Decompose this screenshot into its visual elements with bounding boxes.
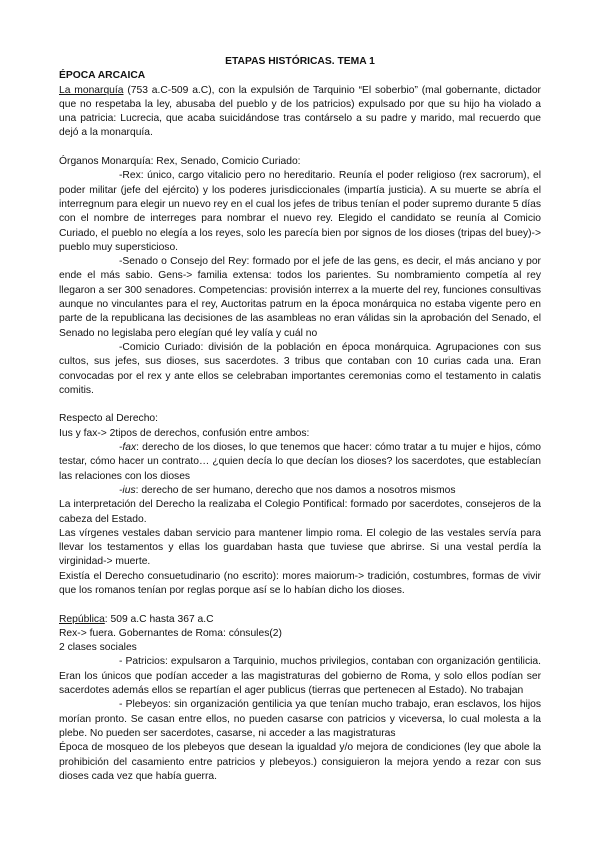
term-monarquia: La monarquía (59, 84, 124, 96)
derecho-heading: Respecto al Derecho: (59, 413, 159, 425)
rex-fuera-line: Rex-> fuera. Gobernantes de Roma: cónsules(2) (59, 627, 282, 639)
paragraph-monarquia (59, 84, 541, 141)
republica-dates: : 509 a.C hasta 367 a.C (104, 613, 214, 625)
term-ius: -ius (119, 484, 136, 496)
paragraph-vestales: Las vírgenes vestales daban servicio para mantener limpio roma. El colegio de las vestales servía para llevar los testamentos y ellas los guardaban hasta que tuviese que abrirse. Si una vestal perdía la virginidad-> muerte. (59, 527, 541, 568)
paragraph-senado: -Senado o Consejo del Rey: formado por el jefe de las gens, es decir, el más anciano y por ende el más sabio. Gens-> familia extensa: todos los parientes. Su nombramiento competía al rey llegaron a ser 300 senadores. Competencias: provisión interrex a la muerte del rey, funciones consultivas aunque no vinculantes para el rey, Auctoritas patrum en la época monárquica no estaba vigente pero en parte de la republicana las decisiones de las asambleas no eran válidas sin la aprobación del Senado, el Senado no legislaba pero elegían qué ley valía y cuál no (59, 256, 541, 339)
paragraph-ius (59, 484, 541, 498)
ius-fax-line: Ius y fax-> 2tipos de derechos, confusión entre ambos: (59, 427, 310, 439)
document-title: ETAPAS HISTÓRICAS. TEMA 1 (225, 56, 375, 67)
paragraph-interpretacion: La interpretación del Derecho la realizaba el Colegio Pontifical: formado por sacerdotes, consejeros de la cabeza del Estado. (59, 499, 541, 525)
clases-line: 2 clases sociales (59, 642, 137, 654)
paragraph-mosqueo: Época de mosqueo de los plebeyos que desean la igualdad y/o mejora de condiciones (ley que abole la prohibición del casamiento entre patricios y plebeyos.) consiguieron la mejora yendo a rezar con sus dioses cada vez que había guerra. (59, 742, 541, 782)
spacer (59, 141, 541, 155)
paragraph-rex: -Rex: único, cargo vitalicio pero no hereditario. Reunía el poder religioso (rex sacrorum), el poder militar (jefe del ejército) y los poderes jurisdiccionales (impartía justicia). A su muerte se abría el interregnum para elegir un nuevo rey en el cual los jefes de tribus tenían el poder supremo durante 5 días con el nombre de interreges para nombrar el nuevo rey. Elegido el candidato se reunía al Comicio Curiado, el pueblo no elegía a los reyes, solo les parecía bien por signos de los dioses (tripas del buey)-> pueblo muy supersticioso. (59, 170, 541, 253)
republica-heading (59, 613, 541, 627)
spacer (59, 598, 541, 612)
paragraph-patricios: - Patricios: expulsaron a Tarquinio, muchos privilegios, contaban con organización gentilicia. Eran los únicos que podían acceder a las magistraturas del gobierno de Roma, y solo ellos podían ser sacerdotes además ellos se repartían el ager publicus (tierras que pertenecen al Estado). No trabajan (59, 656, 541, 697)
paragraph-comicio: -Comicio Curiado: división de la población en época monárquica. Agrupaciones con sus cultos, sus jefes, sus dioses, sus sacerdotes. 3 tribus que contaban con 10 curias cada una. Eran convocadas por el rex y ante ellos se celebraban importantes ceremonias como el testamento in calatis comitis. (59, 341, 541, 396)
term-republica: República (59, 613, 105, 625)
spacer (59, 398, 541, 412)
paragraph-consuetudinario: Existía el Derecho consuetudinario (no escrito): mores maiorum-> tradición, costumbres, formas de vivir que los romanos tenían por reglas porque así se lo habían dicho los dioses. (59, 570, 541, 596)
paragraph-fax (59, 441, 541, 484)
section-heading-arcaica: ÉPOCA ARCAICA (59, 70, 146, 82)
monarquia-text: (753 a.C-509 a.C), con la expulsión de Tarquinio “El soberbio” (mal gobernante, dictador que no respetaba la ley, abusaba del pueblo y de los patricios) expulsado por que su hijo ha violado a una patricia: Lucrecia, que acaba suicidándose tras contárselo a su padre y marido, mal recuerdo que dejó a la monarquía. (59, 84, 541, 139)
fax-text: : derecho de los dioses, lo que tenemos que hacer: cómo tratar a tu mujer e hijos, cómo testar, cómo hacer un contrato… ¿quien decía lo que decían los dioses? los sacerdotes, que establecían las relaciones con los dioses (59, 442, 541, 482)
organos-heading: Órganos Monarquía: Rex, Senado, Comicio Curiado: (59, 156, 301, 168)
term-fax: -fax (119, 442, 137, 454)
ius-text: : derecho de ser humano, derecho que nos damos a nosotros mismos (135, 484, 456, 496)
paragraph-plebeyos: - Plebeyos: sin organización gentilicia ya que tenían mucho trabajo, eran esclavos, los hijos morían pronto. Se casan entre ellos, no pueden casarse con patricios y viceversa, lo cual molesta a la plebe. No pueden ser sacerdotes, casarse, ni acceder a las magistraturas (59, 699, 541, 739)
